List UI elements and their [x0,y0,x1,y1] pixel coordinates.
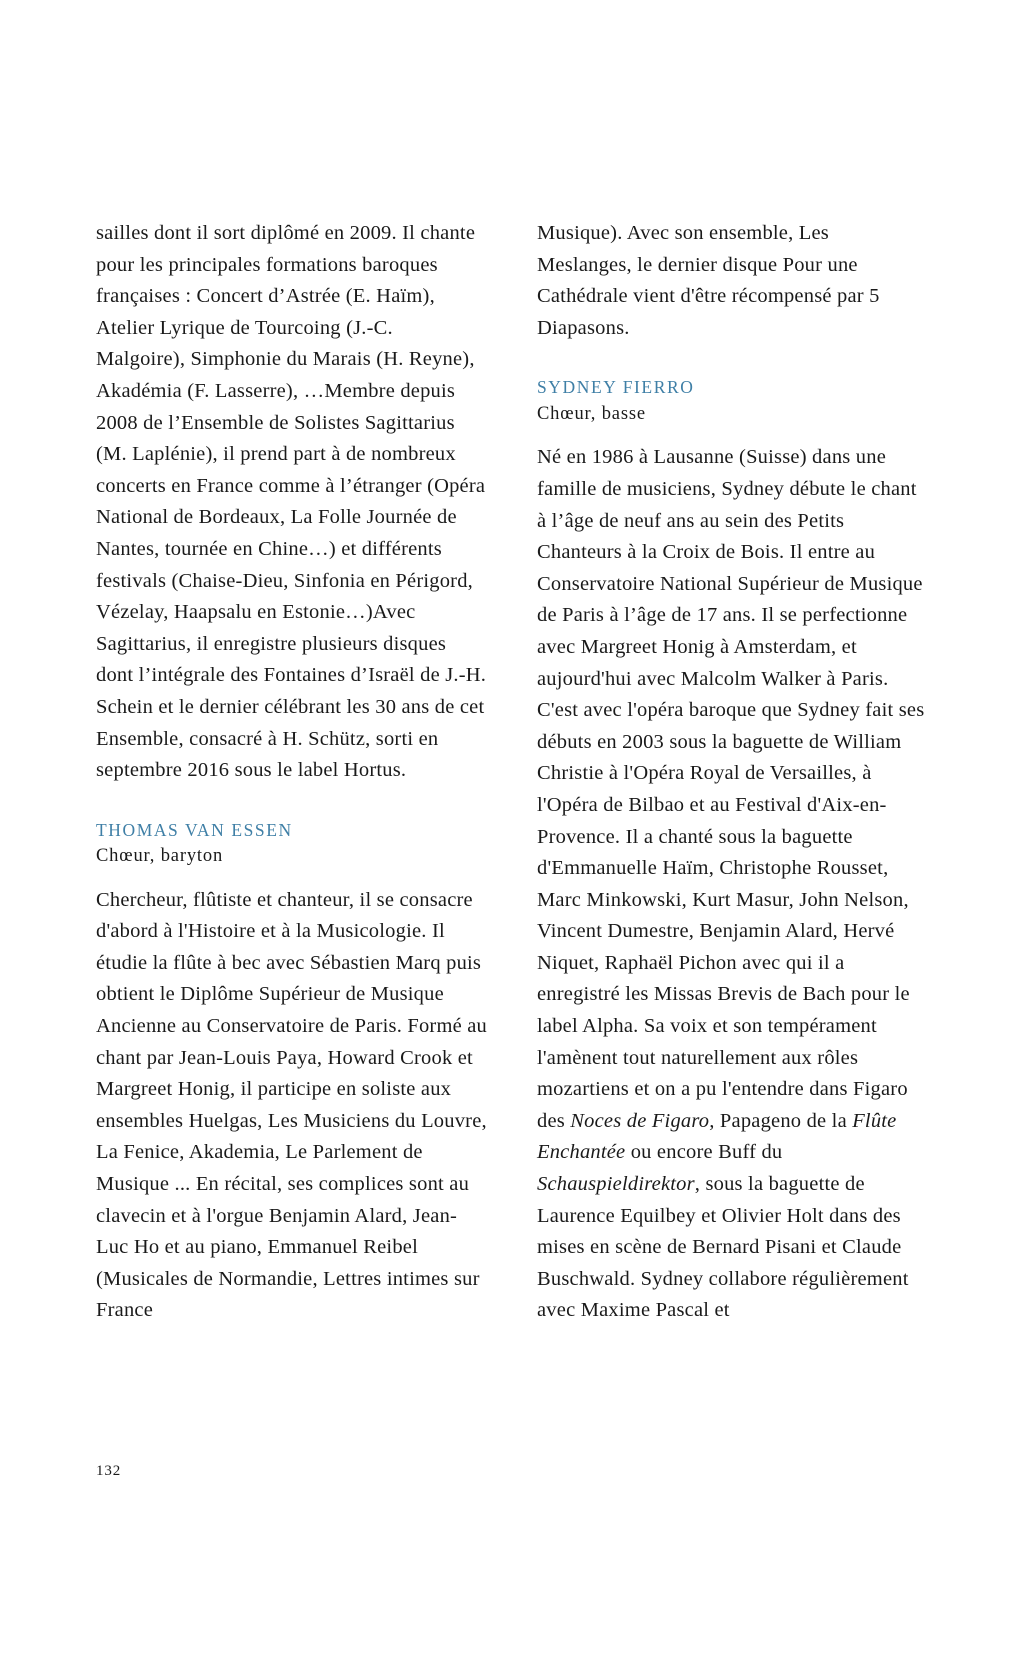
two-column-text-body [96,218,928,1327]
page-number: 132 [96,1463,122,1479]
work-title-noces-de-figaro: Noces de Figaro, [570,1109,715,1132]
person-role: Chœur, baryton [96,845,224,866]
person-role: Chœur, basse [537,403,646,424]
bio-text-sydney-fierro [537,442,928,1327]
work-title-flute-enchantee: Flûte Enchantée [537,1109,897,1164]
person-name: THOMAS VAN ESSEN [96,819,293,840]
bio-text-segment-4: , sous la baguette de Laurence Equilbey et Olivier Holt dans des mises en scène de Bernard Pisani et Claude Buschwald. Sydney collabore régulièrement avec Maxime Pascal et [537,1173,909,1322]
bio-heading-thomas-van-essen [96,817,487,871]
bio-text-segment-2: Papageno de la [714,1109,853,1132]
person-name: SYDNEY FIERRO [537,377,695,398]
bio-text-segment-1: Né en 1986 à Lausanne (Suisse) dans une famille de musiciens, Sydney débute le chant à l’âge de neuf ans au sein des Petits Chanteurs à la Croix de Bois. Il entre au Conservatoire National Supérieur de Musique de Paris à l’âge de 17 ans. Il se perfectionne avec Margreet Honig à Amsterdam, et aujourd'hui avec Malcolm Walker à Paris. C'est avec l'opéra baroque que Sydney fait ses débuts en 2003 sous la baguette de William Christie à l'Opéra Royal de Versailles, à l'Opéra de Bilbao et au Festival d'Aix-en-Provence. Il a chanté sous la baguette d'Emmanuelle Haïm, Christophe Rousset, Marc Minkowski, Kurt Masur, John Nelson, Vincent Dumestre, Benjamin Alard, Hervé Niquet, Raphaël Pichon avec qui il a enregistré les Missas Brevis de Bach pour le label Alpha. Sa voix et son tempérament l'amènent tout naturellement aux rôles mozartiens et on a pu l'entendre dans Figaro des [537,446,925,1132]
bio-heading-sydney-fierro [537,374,928,428]
bio-text-thomas-van-essen: Chercheur, flûtiste et chanteur, il se consacre d'abord à l'Histoire et à la Musicologie. Il étudie la flûte à bec avec Sébastien Marq puis obtient le Diplôme Supérieur de Musique Ancienne au Conservatoire de Paris. Formé au chant par Jean-Louis Paya, Howard Crook et Margreet Honig, il participe en soliste aux ensembles Huelgas, Les Musiciens du Louvre, La Fenice, Akademia, Le Parlement de Musique ... En récital, ses complices sont au clavecin et à l'orgue Benjamin Alard, Jean-Luc Ho et au piano, Emmanuel Reibel (Musicales de Normandie, Lettres intimes sur France [96,888,488,1322]
bio-text-segment-3: ou encore Buff du [625,1141,783,1164]
right-continued-paragraph: Musique). Avec son ensemble, Les Meslanges, le dernier disque Pour une Cathédrale vient d'être récompensé par 5 Diapasons. [537,222,880,339]
left-continued-paragraph: sailles dont il sort diplômé en 2009. Il chante pour les principales formations baroques françaises : Concert d’Astrée (E. Haïm), Atelier Lyrique de Tourcoing (J.-C. Malgoire), Simphonie du Marais (H. Reyne), Akadémia (F. Lasserre), …Membre depuis 2008 de l’Ensemble de Solistes Sagittarius (M. Laplénie), il prend part à de nombreux concerts en France comme à l’étranger (Opéra National de Bordeaux, La Folle Journée de Nantes, tournée en Chine…) et différents festivals (Chaise-Dieu, Sinfonia en Périgord, Vézelay, Haapsalu en Estonie…)Avec Sagittarius, il enregistre plusieurs disques dont l’intégrale des Fontaines d’Israël de J.-H. Schein et le dernier célébrant les 30 ans de cet Ensemble, consacré à H. Schütz, sorti en septembre 2016 sous le label Hortus. [96,222,487,782]
right-column [537,218,928,1327]
left-column [96,218,487,1327]
work-title-schauspieldirektor: Schauspieldirektor [537,1173,695,1196]
